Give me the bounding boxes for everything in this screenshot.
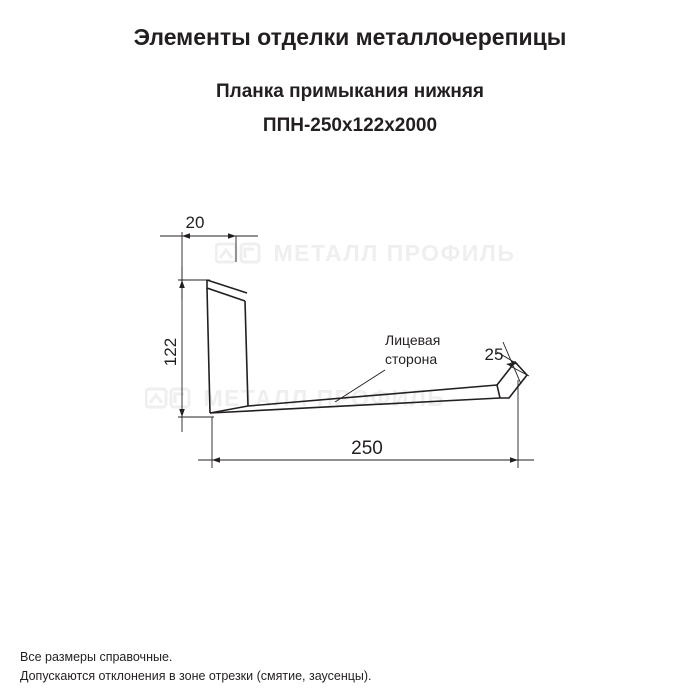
watermark-text: МЕТАЛЛ ПРОФИЛЬ [203, 385, 446, 411]
dimension-25-label: 25 [484, 345, 504, 364]
profile-outline [207, 280, 527, 413]
watermark-text: МЕТАЛЛ ПРОФИЛЬ [273, 240, 516, 266]
dimension-20 [160, 232, 258, 300]
dimension-250-label: 250 [351, 438, 383, 459]
technical-drawing [0, 170, 700, 530]
footer-notes [20, 648, 372, 686]
page-title: Элементы отделки металлочерепицы [133, 24, 567, 50]
title-block [0, 22, 700, 140]
annotation-face-side-line1: Лицевая [385, 332, 441, 348]
drawing-svg [0, 170, 700, 530]
annotation-face-side-line2: сторона [385, 351, 438, 367]
footer-note-2: Допускаются отклонения в зоне отрезки (смятие, заусенцы). [20, 669, 372, 683]
product-name: Планка примыкания нижняя [215, 81, 485, 102]
dimension-20-label: 20 [185, 213, 205, 232]
footer-note-1: Все размеры справочные. [20, 650, 173, 664]
product-code: ППН-250x122x2000 [262, 115, 438, 136]
dimension-122-label: 122 [161, 337, 180, 367]
